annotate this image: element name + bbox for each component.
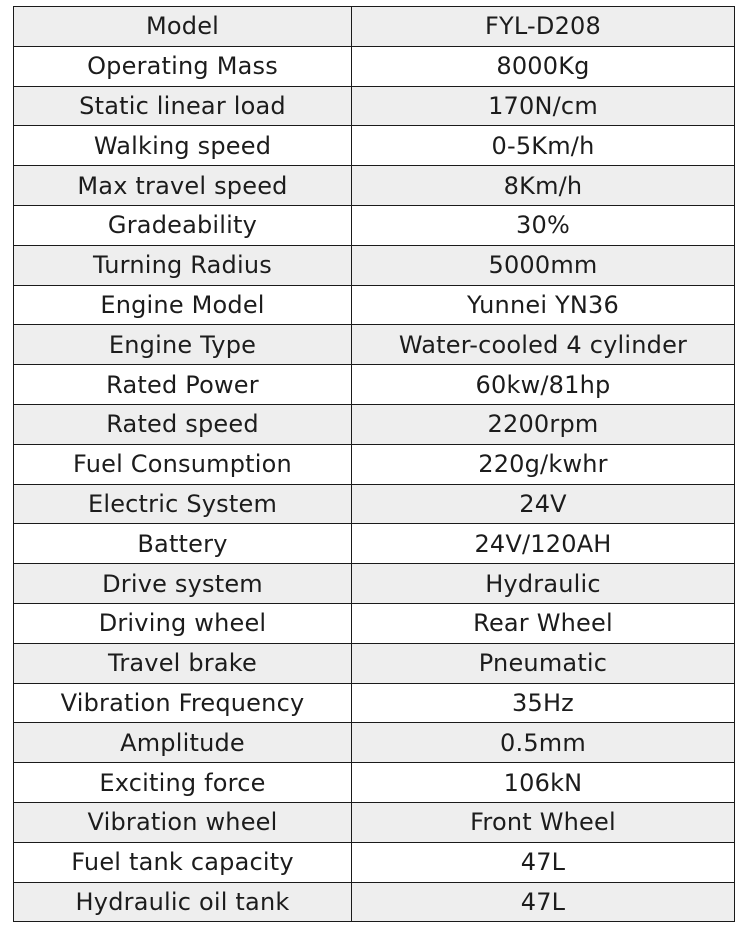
spec-param-cell: Walking speed — [14, 126, 352, 166]
spec-value-cell: 35Hz — [352, 683, 735, 723]
spec-table-body — [14, 7, 735, 922]
spec-param-cell: Rated Power — [14, 365, 352, 405]
spec-param-cell: Hydraulic oil tank — [14, 882, 352, 922]
spec-value-cell: Hydraulic — [352, 564, 735, 604]
spec-param-cell: Amplitude — [14, 723, 352, 763]
table-row — [14, 603, 735, 643]
spec-value-cell: 0-5Km/h — [352, 126, 735, 166]
table-row — [14, 245, 735, 285]
spec-value-cell: 0.5mm — [352, 723, 735, 763]
table-row — [14, 46, 735, 86]
spec-table — [13, 6, 735, 922]
table-row — [14, 86, 735, 126]
table-row — [14, 325, 735, 365]
spec-param-cell: Turning Radius — [14, 245, 352, 285]
spec-value-cell: Rear Wheel — [352, 603, 735, 643]
spec-param-cell: Fuel Consumption — [14, 444, 352, 484]
spec-value-cell: 47L — [352, 842, 735, 882]
table-row — [14, 564, 735, 604]
spec-param-cell: Travel brake — [14, 643, 352, 683]
table-row — [14, 444, 735, 484]
spec-param-cell: Vibration wheel — [14, 802, 352, 842]
table-row — [14, 842, 735, 882]
spec-param-cell: Static linear load — [14, 86, 352, 126]
spec-value-cell: 2200rpm — [352, 404, 735, 444]
spec-value-cell: 30% — [352, 205, 735, 245]
table-row — [14, 723, 735, 763]
spec-param-cell: Fuel tank capacity — [14, 842, 352, 882]
spec-param-cell: Gradeability — [14, 205, 352, 245]
spec-param-cell: Battery — [14, 524, 352, 564]
spec-param-cell: Operating Mass — [14, 46, 352, 86]
spec-value-cell: 8Km/h — [352, 166, 735, 206]
spec-param-cell: Engine Type — [14, 325, 352, 365]
spec-value-cell: 106kN — [352, 763, 735, 803]
table-row — [14, 404, 735, 444]
table-row — [14, 7, 735, 47]
spec-param-cell: Max travel speed — [14, 166, 352, 206]
table-row — [14, 126, 735, 166]
spec-value-cell: Pneumatic — [352, 643, 735, 683]
table-row — [14, 166, 735, 206]
spec-param-cell: Engine Model — [14, 285, 352, 325]
spec-value-cell: 220g/kwhr — [352, 444, 735, 484]
spec-param-cell: Model — [14, 7, 352, 47]
spec-value-cell: Yunnei YN36 — [352, 285, 735, 325]
spec-param-cell: Rated speed — [14, 404, 352, 444]
spec-value-cell: 60kw/81hp — [352, 365, 735, 405]
table-row — [14, 285, 735, 325]
table-row — [14, 524, 735, 564]
table-row — [14, 484, 735, 524]
spec-param-cell: Exciting force — [14, 763, 352, 803]
spec-value-cell: 8000Kg — [352, 46, 735, 86]
spec-value-cell: 170N/cm — [352, 86, 735, 126]
table-row — [14, 802, 735, 842]
spec-value-cell: 24V/120AH — [352, 524, 735, 564]
table-row — [14, 683, 735, 723]
table-row — [14, 763, 735, 803]
table-row — [14, 205, 735, 245]
spec-param-cell: Driving wheel — [14, 603, 352, 643]
spec-param-cell: Electric System — [14, 484, 352, 524]
spec-value-cell: 24V — [352, 484, 735, 524]
table-row — [14, 643, 735, 683]
spec-value-cell: Front Wheel — [352, 802, 735, 842]
spec-value-cell: Water-cooled 4 cylinder — [352, 325, 735, 365]
spec-param-cell: Vibration Frequency — [14, 683, 352, 723]
spec-param-cell: Drive system — [14, 564, 352, 604]
spec-value-cell: FYL-D208 — [352, 7, 735, 47]
spec-value-cell: 47L — [352, 882, 735, 922]
table-row — [14, 365, 735, 405]
spec-value-cell: 5000mm — [352, 245, 735, 285]
table-row — [14, 882, 735, 922]
